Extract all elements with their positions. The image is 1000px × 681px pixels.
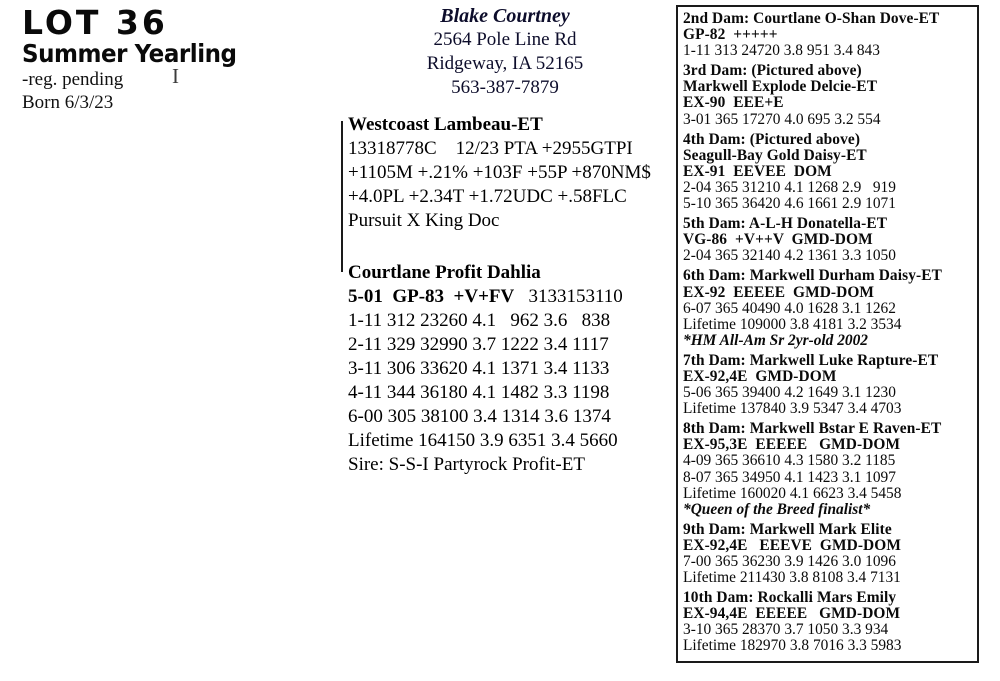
pedigree-bracket-line [341,121,343,272]
pedigree-line: EX-92,4E GMD-DOM [683,367,837,385]
lot-type: Summer Yearling [22,39,237,68]
sire-data-line: 13318778C 12/23 PTA +2955GTPI [348,138,633,159]
pedigree-line: 1-11 313 24720 3.8 951 3.4 843 [683,42,880,60]
sire-block [348,113,651,233]
dam-section [683,132,972,212]
pedigree-line: 6-07 365 40490 4.0 1628 3.1 1262 [683,299,896,317]
dam-lifetime-line: Lifetime 164150 3.9 6351 3.4 5660 [348,430,618,451]
consignor-name: Blake Courtney [440,5,570,27]
pedigree-line: *Queen of the Breed finalist* [683,500,871,518]
pedigree-line: Lifetime 109000 3.8 4181 3.2 3534 [683,315,902,333]
dam-section [683,590,972,654]
pedigree-line: EX-91 EEVEE DOM [683,162,832,180]
sire-name: Westcoast Lambeau-ET [348,114,543,135]
pedigree-line: 3-01 365 17270 4.0 695 3.2 554 [683,110,881,128]
pedigree-line: 10th Dam: Rockalli Mars Emily [683,589,897,607]
pedigree-line: 9th Dam: Markwell Mark Elite [683,520,892,538]
pedigree-line: EX-90 EEE+E [683,94,784,112]
dam-section [683,63,972,127]
sire-data-line: +4.0PL +2.34T +1.72UDC +.58FLC [348,186,627,207]
pedigree-line: EX-92 EEEEE GMD-DOM [683,283,875,301]
pedigree-line: 2-04 365 32140 4.2 1361 3.3 1050 [683,247,896,265]
sire-data-line: +1105M +.21% +103F +55P +870NM$ [348,162,651,183]
pedigree-line: EX-95,3E EEEEE GMD-DOM [683,436,901,454]
lot-number: LOT 36 [22,3,168,42]
pedigree-line: 5-06 365 39400 4.2 1649 3.1 1230 [683,384,896,402]
lot-registration-status: -reg. pending [22,69,124,90]
maternal-line-box [676,5,979,663]
pedigree-line: 7th Dam: Markwell Luke Rapture-ET [683,351,939,369]
pedigree-line: EX-94,4E EEEEE GMD-DOM [683,605,901,623]
dam-name: Courtlane Profit Dahlia [348,262,541,283]
consignor-address-line1: 2564 Pole Line Rd [433,29,577,50]
pedigree-line: 3-10 365 28370 3.7 1050 3.3 934 [683,621,889,639]
lot-header [22,3,255,114]
dam-section [683,216,972,264]
pedigree-line: Lifetime 211430 3.8 8108 3.4 7131 [683,569,901,587]
pedigree-line: 8th Dam: Markwell Bstar E Raven-ET [683,420,942,438]
pedigree-line: 8-07 365 34950 4.1 1423 3.1 1097 [683,468,896,486]
dam-sire-line: Sire: S-S-I Partyrock Profit-ET [348,454,585,475]
dam-section [683,11,972,59]
pedigree-line: 4-09 365 36610 4.3 1580 3.2 1185 [683,452,896,470]
pedigree-line: Lifetime 182970 3.8 7016 3.3 5983 [683,637,902,655]
pedigree-line: *HM All-Am Sr 2yr-old 2002 [683,331,868,349]
dam-section [683,353,972,417]
pedigree-line: 5th Dam: A-L-H Donatella-ET [683,215,888,233]
dam-record-line: 4-11 344 36180 4.1 1482 3.3 1198 [348,382,610,403]
pedigree-line: EX-92,4E EEEVE GMD-DOM [683,536,901,554]
dam-block [348,261,623,477]
dam-section [683,522,972,586]
pedigree-line: Markwell Explode Delcie-ET [683,78,878,96]
dam-section [683,421,972,518]
dam-score-bold: 5-01 GP-83 +V+FV [348,286,515,307]
dam-record-line: 6-00 305 38100 3.4 1314 3.6 1374 [348,406,611,427]
consignor-phone: 563-387-7879 [451,77,559,98]
pedigree-line: 4th Dam: (Pictured above) [683,130,861,148]
pedigree-line: Lifetime 160020 4.1 6623 3.4 5458 [683,484,902,502]
pedigree-line: Lifetime 137840 3.9 5347 3.4 4703 [683,400,902,418]
pedigree-line: 3rd Dam: (Pictured above) [683,62,862,80]
dam-score-line [348,285,623,309]
dam-registration-number: 3133153110 [514,286,623,307]
lot-birthdate: Born 6/3/23 [22,92,114,113]
consignor-address-line2: Ridgeway, IA 52165 [426,53,584,74]
pedigree-line: GP-82 +++++ [683,26,778,44]
pedigree-line: 6th Dam: Markwell Durham Daisy-ET [683,267,942,285]
pedigree-line: 5-10 365 36420 4.6 1661 2.9 1071 [683,195,896,213]
dam-record-line: 1-11 312 23260 4.1 962 3.6 838 [348,310,611,331]
sire-data-line: Pursuit X King Doc [348,210,500,231]
pedigree-line: 7-00 365 36230 3.9 1426 3.0 1096 [683,553,896,570]
pedigree-line: Seagull-Bay Gold Daisy-ET [683,146,867,164]
dam-section [683,268,972,348]
dam-record-line: 2-11 329 32990 3.7 1222 3.4 1117 [348,334,609,355]
text-cursor-icon: I [172,64,179,88]
consignor-block [375,4,635,100]
dam-record-line: 3-11 306 33620 4.1 1371 3.4 1133 [348,358,610,379]
pedigree-line: 2nd Dam: Courtlane O-Shan Dove-ET [683,10,940,27]
pedigree-line: 2-04 365 31210 4.1 1268 2.9 919 [683,178,896,196]
pedigree-line: VG-86 +V++V GMD-DOM [683,231,873,249]
